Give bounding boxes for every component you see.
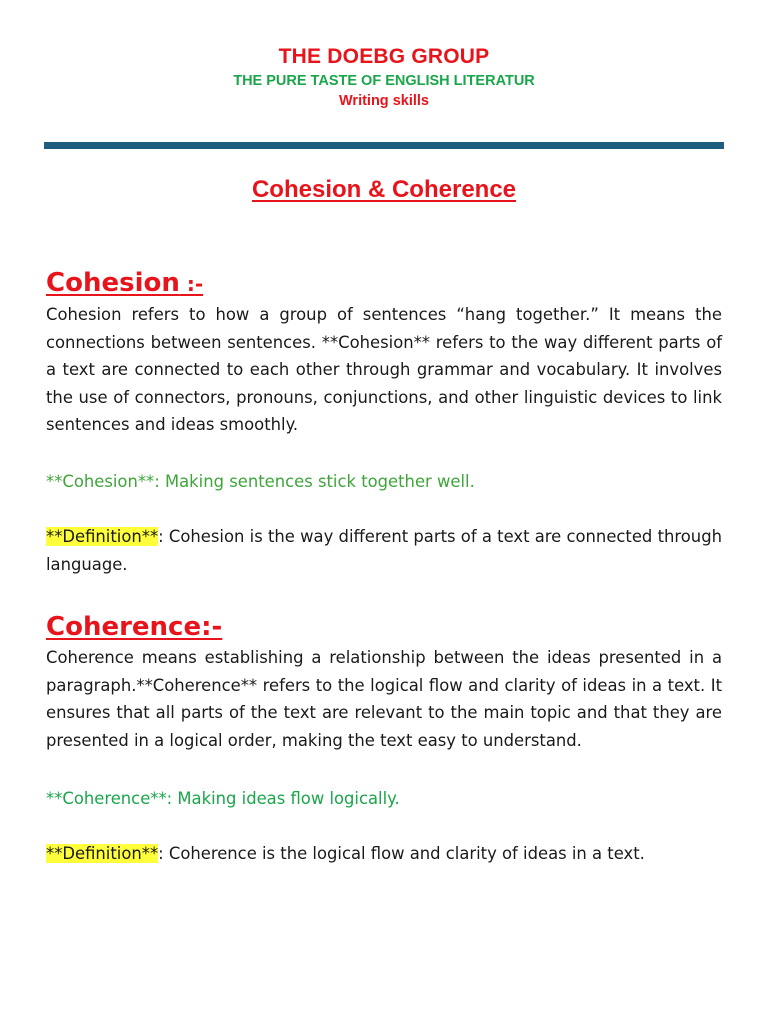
cohesion-paragraph: Cohesion refers to how a group of sentences “hang together.” It means the connections between sentences. **Cohesion** refers to the way different parts of a text are connected to each other through grammar and vocabulary. It involves the use of connectors, pronouns, conjunctions, and other linguistic devices to link sentences and ideas smoothly.	[46, 305, 722, 434]
coherence-note-block	[46, 785, 722, 813]
coherence-section	[46, 610, 722, 754]
cohesion-definition	[46, 523, 722, 578]
cohesion-short-note: **Cohesion**: Making sentences stick together well.	[46, 472, 475, 491]
cohesion-definition-label: **Definition**	[46, 527, 159, 546]
cohesion-heading-text: Cohesion	[46, 268, 180, 298]
subject-label: Writing skills	[339, 93, 429, 109]
document-title: Cohesion & Coherence	[251, 176, 517, 203]
coherence-definition-label: **Definition**	[46, 844, 159, 863]
header-divider	[44, 142, 724, 149]
organization-tagline: THE PURE TASTE OF ENGLISH LITERATUR	[233, 73, 535, 89]
coherence-definition-block	[46, 840, 722, 868]
coherence-short-note: **Coherence**: Making ideas flow logically.	[46, 789, 400, 808]
cohesion-heading-suffix: :-	[179, 272, 204, 296]
cohesion-heading	[46, 266, 722, 301]
cohesion-section	[46, 266, 722, 439]
document-header	[0, 44, 768, 111]
organization-name: THE DOEBG GROUP	[278, 45, 490, 68]
coherence-definition	[46, 840, 722, 868]
coherence-paragraph: Coherence means establishing a relationship between the ideas presented in a paragraph.**Coherence** refers to the logical flow and clarity of ideas in a text. It ensures that all parts of the text are relevant to the main topic and that they are presented in a logical order, making the text easy to understand.	[46, 648, 722, 750]
cohesion-note-block	[46, 468, 722, 496]
coherence-definition-text: : Coherence is the logical flow and clarity of ideas in a text.	[158, 844, 645, 863]
cohesion-definition-text: : Cohesion is the way different parts of a text are connected through language.	[46, 527, 722, 574]
cohesion-definition-block	[46, 523, 722, 578]
coherence-heading: Coherence:-	[46, 612, 223, 642]
